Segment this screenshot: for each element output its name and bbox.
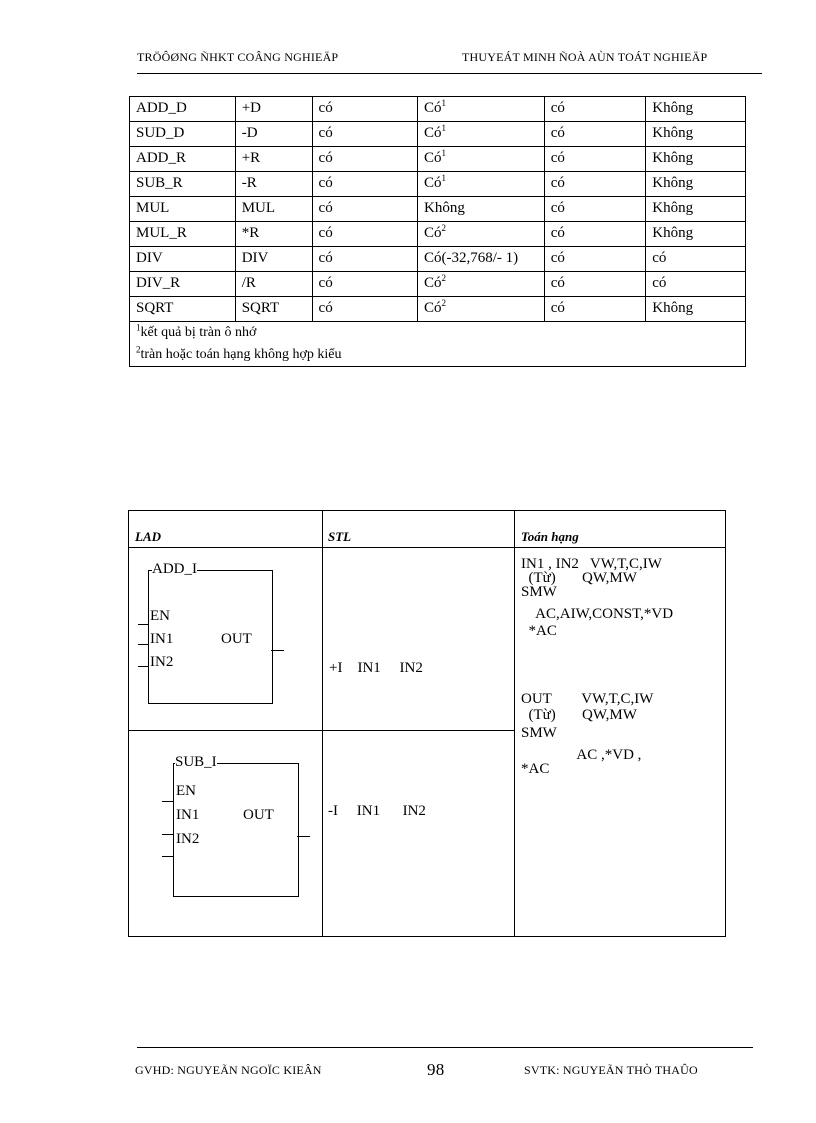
operand-in-line-1: IN1 , IN2 VW,T,C,IW bbox=[521, 556, 662, 572]
add-en-label: EN bbox=[150, 608, 170, 624]
table-row bbox=[130, 247, 746, 272]
operand-out-line-3: SMW bbox=[521, 725, 557, 741]
cell-text: có bbox=[550, 175, 565, 191]
table-cell bbox=[544, 272, 646, 297]
cell-text: DIV_R bbox=[136, 275, 181, 291]
cell-text: Không bbox=[652, 150, 694, 166]
operand-header: Toán hạng bbox=[521, 529, 579, 544]
cell-text: có bbox=[550, 300, 565, 316]
table-cell bbox=[235, 297, 312, 322]
cell-text: Có bbox=[424, 225, 442, 241]
table-cell bbox=[130, 297, 236, 322]
footer-divider bbox=[137, 1047, 753, 1048]
table-cell bbox=[235, 247, 312, 272]
cell-text: *R bbox=[241, 225, 260, 241]
en-pin bbox=[138, 624, 149, 625]
in1-pin bbox=[162, 834, 174, 835]
cell-text: có bbox=[550, 100, 565, 116]
table-cell bbox=[418, 272, 545, 297]
table-cell bbox=[646, 297, 746, 322]
footnote-marker: 2 bbox=[441, 273, 447, 283]
cell-text: Không bbox=[652, 225, 694, 241]
add-out-label: OUT bbox=[221, 631, 252, 647]
en-pin bbox=[162, 801, 174, 802]
cell-text: Có bbox=[424, 300, 442, 316]
table-cell bbox=[312, 247, 417, 272]
lad-header: LAD bbox=[135, 529, 161, 544]
footnote-marker: 1 bbox=[441, 148, 447, 158]
cell-text: Có bbox=[424, 275, 442, 291]
out-pin bbox=[271, 650, 284, 651]
table-cell bbox=[544, 172, 646, 197]
footnote-row bbox=[130, 344, 746, 367]
cell-text: SQRT bbox=[241, 300, 280, 316]
table-cell bbox=[418, 97, 545, 122]
footnote-marker: 1 bbox=[136, 322, 141, 333]
integer-add-sub-table bbox=[128, 510, 726, 937]
stl-header: STL bbox=[328, 529, 352, 544]
in1-pin bbox=[138, 644, 149, 645]
out-pin bbox=[297, 836, 310, 837]
cell-text: -R bbox=[241, 175, 257, 191]
table-cell bbox=[312, 172, 417, 197]
stl-sub-instruction: -I IN1 IN2 bbox=[328, 803, 426, 819]
cell-text: DIV bbox=[241, 250, 269, 266]
table-cell bbox=[646, 222, 746, 247]
cell-text: /R bbox=[241, 275, 256, 291]
cell-text: Không bbox=[652, 125, 694, 141]
footnote-marker: 1 bbox=[441, 173, 447, 183]
cell-text: có bbox=[550, 150, 565, 166]
table-cell bbox=[544, 122, 646, 147]
add-in1-label: IN1 bbox=[150, 631, 174, 647]
table-cell bbox=[646, 247, 746, 272]
table-cell bbox=[418, 122, 545, 147]
table-cell bbox=[418, 197, 545, 222]
operand-out-line-1: OUT VW,T,C,IW bbox=[521, 691, 654, 707]
in2-pin bbox=[138, 666, 149, 667]
footnote-text: tràn hoặc toán hạng không hợp kiểu bbox=[140, 347, 342, 362]
table-cell bbox=[235, 97, 312, 122]
table-cell bbox=[235, 272, 312, 297]
footnote-marker: 1 bbox=[441, 98, 447, 108]
cell-text: có bbox=[550, 200, 565, 216]
operand-out-line-5: *AC bbox=[521, 761, 550, 777]
cell-text: SUD_D bbox=[136, 125, 185, 141]
table-cell bbox=[235, 147, 312, 172]
sub-in1-label: IN1 bbox=[176, 807, 200, 823]
table-cell bbox=[312, 297, 417, 322]
table-row bbox=[130, 197, 746, 222]
table-cell bbox=[646, 172, 746, 197]
cell-text: có bbox=[318, 275, 333, 291]
operand-out-line-2: (Từ) QW,MW bbox=[521, 707, 637, 723]
header-right: THUYEÁT MINH ÑOÀ AÙN TOÁT NGHIEÄP bbox=[462, 50, 708, 64]
cell-text: có bbox=[318, 100, 333, 116]
cell-text: Có bbox=[424, 125, 442, 141]
table-cell bbox=[312, 197, 417, 222]
cell-text: -D bbox=[241, 125, 258, 141]
page-number: 98 bbox=[427, 1060, 445, 1078]
table-cell bbox=[312, 222, 417, 247]
footnote-marker: 2 bbox=[441, 298, 447, 308]
footnote-marker: 2 bbox=[441, 223, 447, 233]
cell-text: Có bbox=[424, 100, 442, 116]
cell-text: có bbox=[318, 150, 333, 166]
table-cell bbox=[544, 222, 646, 247]
table-row bbox=[130, 222, 746, 247]
cell-text: có bbox=[318, 300, 333, 316]
cell-text: có bbox=[318, 250, 333, 266]
table-cell bbox=[130, 172, 236, 197]
cell-text: Không bbox=[652, 100, 694, 116]
table-cell bbox=[130, 247, 236, 272]
table-cell bbox=[418, 172, 545, 197]
sub-en-label: EN bbox=[176, 783, 196, 799]
footnote bbox=[130, 322, 746, 345]
operand-out-line-4: AC ,*VD , bbox=[521, 747, 642, 763]
cell-text: có bbox=[318, 125, 333, 141]
table-cell bbox=[646, 147, 746, 172]
cell-text: DIV bbox=[136, 250, 163, 266]
sub-in2-label: IN2 bbox=[176, 831, 200, 847]
header-divider bbox=[137, 73, 762, 74]
footnote-row bbox=[130, 322, 746, 345]
table-row bbox=[130, 172, 746, 197]
cell-text: có bbox=[550, 125, 565, 141]
cell-text: có bbox=[550, 275, 565, 291]
cell-text: +R bbox=[241, 150, 261, 166]
table-cell bbox=[130, 272, 236, 297]
table-cell bbox=[130, 197, 236, 222]
table-cell bbox=[544, 197, 646, 222]
table-cell bbox=[235, 197, 312, 222]
table-cell bbox=[130, 222, 236, 247]
table-cell bbox=[544, 147, 646, 172]
in2-pin bbox=[162, 856, 174, 857]
operand-in-line-4: AC,AIW,CONST,*VD bbox=[521, 606, 674, 622]
table-cell bbox=[544, 97, 646, 122]
column-divider bbox=[322, 511, 323, 936]
table-row bbox=[130, 147, 746, 172]
cell-text: có bbox=[318, 175, 333, 191]
arithmetic-instruction-table bbox=[129, 96, 746, 367]
operand-in-line-5: *AC bbox=[521, 623, 557, 639]
column-divider bbox=[514, 511, 515, 936]
table-cell bbox=[418, 297, 545, 322]
table-cell bbox=[646, 122, 746, 147]
header-left: TRÖÔØNG ÑHKT COÂNG NGHIEÄP bbox=[137, 50, 339, 64]
table-cell bbox=[312, 97, 417, 122]
footnote-text: kết quả bị tràn ô nhớ bbox=[140, 325, 257, 340]
table-row bbox=[130, 97, 746, 122]
table-cell bbox=[130, 122, 236, 147]
cell-text: có bbox=[550, 225, 565, 241]
add-in2-label: IN2 bbox=[150, 654, 174, 670]
table-row bbox=[130, 272, 746, 297]
table-cell bbox=[646, 197, 746, 222]
sub-out-label: OUT bbox=[243, 807, 274, 823]
sub-i-name: SUB_I bbox=[175, 754, 217, 770]
row-divider bbox=[129, 730, 514, 731]
table-cell bbox=[312, 272, 417, 297]
add-i-name: ADD_I bbox=[152, 561, 197, 577]
table-cell bbox=[235, 222, 312, 247]
table-cell bbox=[418, 247, 545, 272]
table-cell bbox=[235, 122, 312, 147]
table-cell bbox=[312, 122, 417, 147]
cell-text: MUL bbox=[241, 200, 276, 216]
cell-text: Có bbox=[424, 150, 442, 166]
cell-text: Không bbox=[652, 300, 694, 316]
table-cell bbox=[312, 147, 417, 172]
header-row-divider bbox=[129, 547, 725, 548]
table-row bbox=[130, 122, 746, 147]
cell-text: có bbox=[550, 250, 565, 266]
cell-text: +D bbox=[241, 100, 262, 116]
cell-text: có bbox=[318, 200, 333, 216]
footnote-marker: 2 bbox=[136, 344, 141, 355]
cell-text: SQRT bbox=[136, 300, 174, 316]
cell-text: Không bbox=[652, 175, 694, 191]
table-row bbox=[130, 297, 746, 322]
cell-text: ADD_R bbox=[136, 150, 187, 166]
stl-add-instruction: +I IN1 IN2 bbox=[329, 660, 423, 676]
cell-text: Không bbox=[424, 200, 465, 216]
cell-text: có bbox=[652, 275, 667, 291]
operand-in-line-3: SMW bbox=[521, 584, 557, 600]
cell-text: Có(-32,768/- 1) bbox=[424, 250, 519, 266]
table-cell bbox=[418, 147, 545, 172]
cell-text: ADD_D bbox=[136, 100, 187, 116]
footnote bbox=[130, 344, 746, 367]
table-cell bbox=[418, 222, 545, 247]
footer-advisor: GVHD: NGUYEÃN NGOÏC KIEÂN bbox=[135, 1063, 322, 1077]
table-cell bbox=[235, 172, 312, 197]
cell-text: có bbox=[652, 250, 667, 266]
table-cell bbox=[130, 97, 236, 122]
cell-text: SUB_R bbox=[136, 175, 183, 191]
cell-text: có bbox=[318, 225, 333, 241]
table-cell bbox=[544, 297, 646, 322]
cell-text: Có bbox=[424, 175, 442, 191]
cell-text: MUL bbox=[136, 200, 170, 216]
cell-text: MUL_R bbox=[136, 225, 187, 241]
footnote-marker: 1 bbox=[441, 123, 447, 133]
table-cell bbox=[130, 147, 236, 172]
table-cell bbox=[646, 97, 746, 122]
cell-text: Không bbox=[652, 200, 694, 216]
footer-student: SVTK: NGUYEÃN THÒ THAÛO bbox=[524, 1063, 698, 1077]
operand-in-line-2: (Từ) QW,MW bbox=[521, 570, 637, 586]
table-cell bbox=[544, 247, 646, 272]
table-cell bbox=[646, 272, 746, 297]
